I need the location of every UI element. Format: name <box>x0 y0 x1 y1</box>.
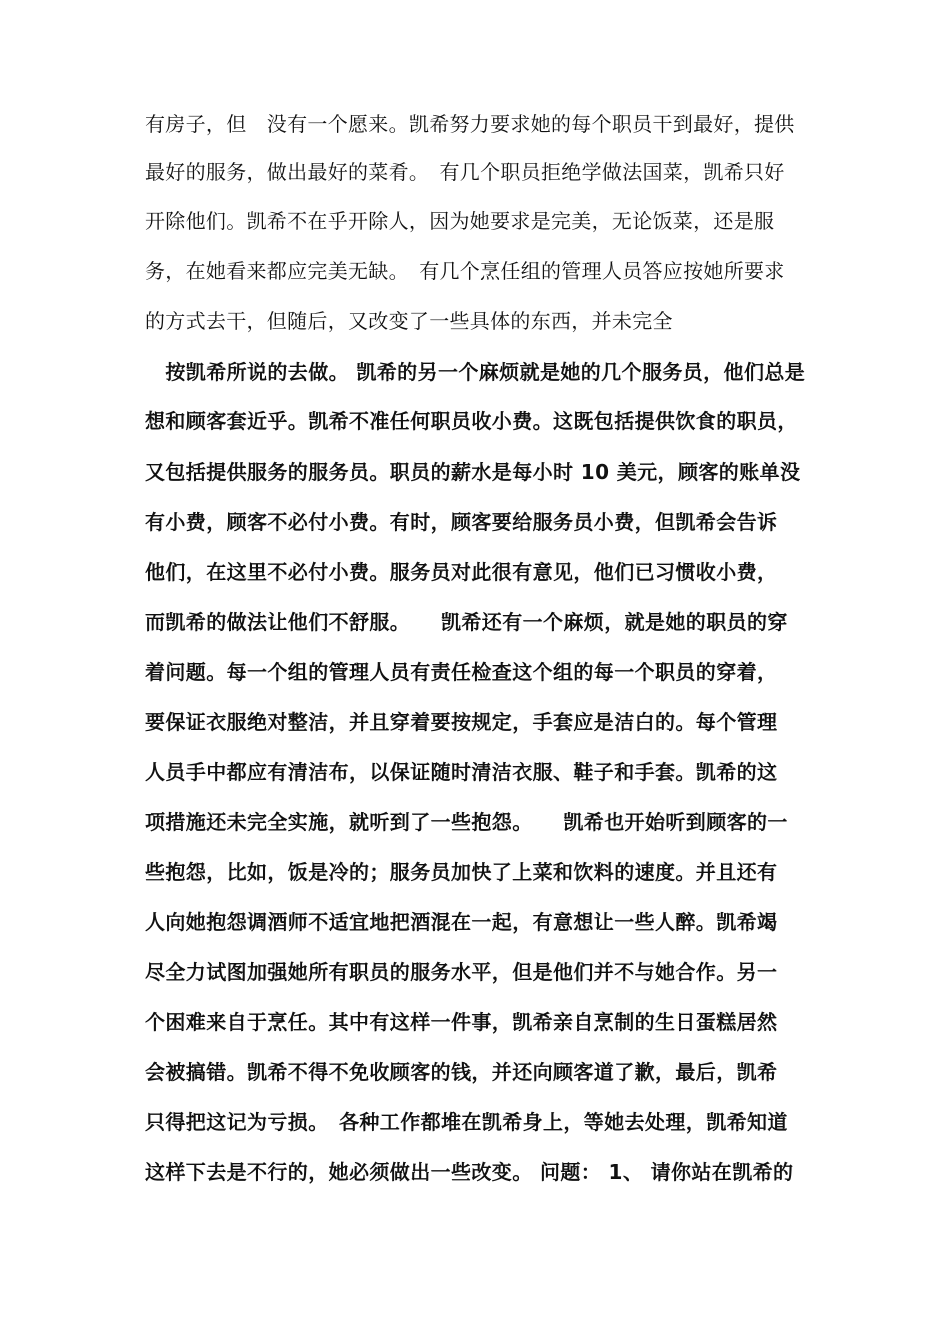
bold-text-line: 想和顾客套近乎。凯希不准任何职员收小费。这既包括提供饮食的职员， <box>145 409 798 433</box>
text-line: 开除他们。凯希不在乎开除人，因为她要求是完美，无论饭菜，还是服 <box>145 209 775 233</box>
text-line: 有房子，但 没有一个愿来。凯希努力要求她的每个职员干到最好，提供 <box>145 112 795 136</box>
bold-text-line: 人员手中都应有清洁布，以保证随时清洁衣服、鞋子和手套。凯希的这 <box>145 760 778 784</box>
text-line: 最好的服务，做出最好的菜肴。 有几个职员拒绝学做法国菜，凯希只好 <box>145 160 785 184</box>
bold-text-line: 而凯希的做法让他们不舒服。 凯希还有一个麻烦，就是她的职员的穿 <box>145 610 788 634</box>
bold-text-line: 又包括提供服务的服务员。职员的薪水是每小时 10 美元，顾客的账单没 <box>145 460 801 484</box>
bold-text-line: 尽全力试图加强她所有职员的服务水平，但是他们并不与她合作。另一 <box>145 960 778 984</box>
bold-text-line: 些抱怨，比如，饭是冷的；服务员加快了上菜和饮料的速度。并且还有 <box>145 860 778 884</box>
bold-text-line: 项措施还未完全实施，就听到了一些抱怨。 凯希也开始听到顾客的一 <box>145 810 788 834</box>
bold-text-line: 会被搞错。凯希不得不免收顾客的钱，并还向顾客道了歉，最后，凯希 <box>145 1060 778 1084</box>
text-line: 务，在她看来都应完美无缺。 有几个烹任组的管理人员答应按她所要求 <box>145 259 785 283</box>
bold-text-line: 有小费，顾客不必付小费。有时，顾客要给服务员小费，但凯希会告诉 <box>145 510 778 534</box>
bold-text-line: 他们，在这里不必付小费。服务员对此很有意见，他们已习惯收小费， <box>145 560 778 584</box>
bold-text-line: 着问题。每一个组的管理人员有责任检查这个组的每一个职员的穿着， <box>145 660 778 684</box>
bold-text-line: 只得把这记为亏损。 各种工作都堆在凯希身上，等她去处理，凯希知道 <box>145 1110 788 1134</box>
bold-text-line: 人向她抱怨调酒师不适宜地把酒混在一起，有意想让一些人醉。凯希竭 <box>145 910 778 934</box>
bold-text-line: 按凯希所说的去做。 凯希的另一个麻烦就是她的几个服务员，他们总是 <box>145 360 806 384</box>
bold-text-line: 个困难来自于烹任。其中有这样一件事，凯希亲自烹制的生日蛋糕居然 <box>145 1010 778 1034</box>
bold-text-line: 这样下去是不行的，她必须做出一些改变。 问题： 1、 请你站在凯希的 <box>145 1160 794 1184</box>
bold-text-line: 要保证衣服绝对整洁，并且穿着要按规定，手套应是洁白的。每个管理 <box>145 710 778 734</box>
text-line: 的方式去干，但随后，又改变了一些具体的东西，并未完全 <box>145 309 673 333</box>
